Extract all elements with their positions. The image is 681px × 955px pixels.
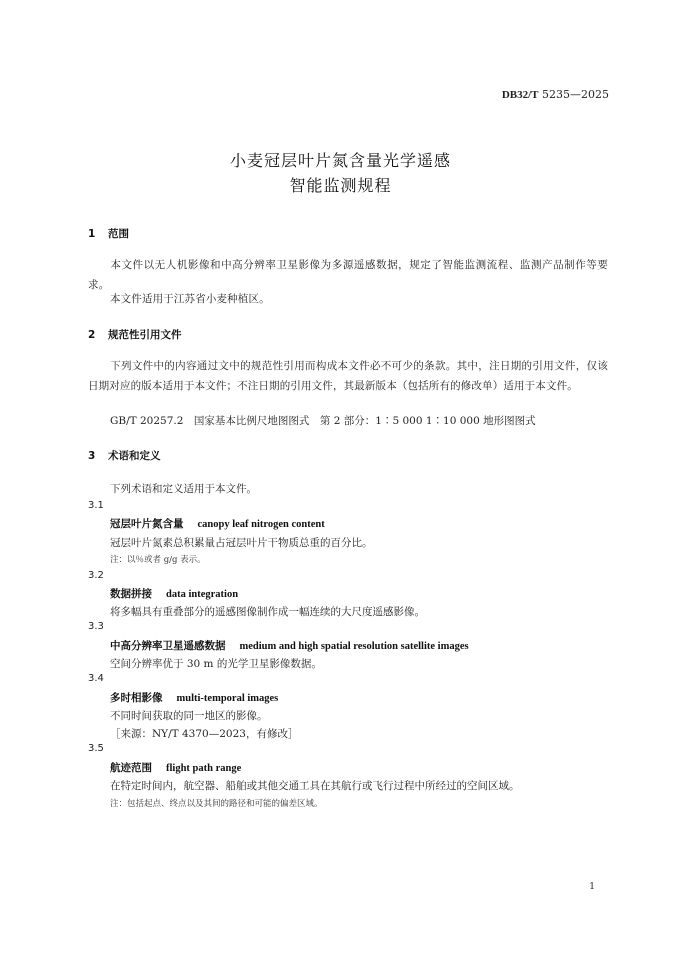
term-zh: 冠层叶片氮含量: [110, 518, 184, 530]
document-title-line1: 小麦冠层叶片氮含量光学遥感: [229, 151, 451, 170]
term-heading: [110, 586, 238, 601]
section-1-paragraph-2: [88, 289, 608, 309]
standard-prefix: DB32/T: [501, 89, 539, 101]
term-en: multi-temporal images: [176, 693, 279, 704]
term-zh: 数据拼接: [110, 588, 152, 600]
term-definition: 不同时间获取的同一地区的影像。: [110, 710, 268, 722]
paragraph-text: 本文件适用于江苏省小麦种植区。: [110, 293, 270, 305]
term-number: 3.5: [88, 743, 104, 754]
term-note: 注：以％或者 g/g 表示。: [110, 555, 206, 565]
standard-number: 5235—2025: [542, 88, 609, 101]
term-zh: 航迹范围: [110, 762, 152, 774]
paragraph-text: 下列文件中的内容通过文中的规范性引用而构成本文件必不可少的条款。其中，注日期的引用文件，仅该日期对应的版本适用于本文件；不注日期的引用文件，其最新版本（包括所有的修改单）适用于本文件。: [88, 360, 608, 392]
section-number: 3: [88, 450, 96, 462]
term-heading: [110, 690, 278, 705]
section-3-intro: 下列术语和定义适用于本文件。: [110, 483, 257, 495]
term-en: flight path range: [166, 763, 242, 774]
paragraph-text: 本文件以无人机影像和中高分辨率卫星影像为多源遥感数据，规定了智能监测流程、监测产品制作等要求。: [88, 259, 608, 291]
standard-code: [502, 88, 609, 101]
section-1-heading: [88, 226, 129, 241]
term-definition: 冠层叶片氮素总积累量占冠层叶片干物质总重的百分比。: [110, 537, 373, 549]
term-number: 3.3: [88, 621, 104, 632]
page-number: 1: [589, 882, 595, 892]
term-heading: [110, 516, 325, 531]
section-number: 2: [88, 329, 96, 341]
term-zh: 多时相影像: [110, 692, 163, 704]
section-3-heading: [88, 448, 161, 463]
term-heading: [110, 760, 241, 775]
term-zh: 中高分辨率卫星遥感数据: [110, 640, 226, 652]
section-number: 1: [88, 228, 96, 240]
term-definition: 在特定时间内，航空器、船舶或其他交通工具在其航行或飞行过程中所经过的空间区域。: [110, 780, 520, 792]
term-en: canopy leaf nitrogen content: [197, 519, 325, 530]
document-title-line2: 智能监测规程: [289, 176, 392, 195]
term-number: 3.1: [88, 500, 104, 511]
term-heading: [110, 638, 469, 653]
section-2-paragraph-1: [88, 356, 608, 396]
normative-reference: GB/T 20257.2 国家基本比例尺地图图式 第 2 部分：1∶5 000 1∶10 000 地形图图式: [110, 415, 536, 427]
term-definition: 将多幅具有重叠部分的遥感图像制作成一幅连续的大尺度遥感影像。: [110, 606, 425, 618]
section-title: 规范性引用文件: [108, 329, 182, 341]
term-number: 3.4: [88, 673, 104, 684]
term-number: 3.2: [88, 570, 104, 581]
term-note: 注：包括起点、终点以及其间的路径和可能的偏差区域。: [110, 799, 323, 809]
term-definition: 空间分辨率优于 30 m 的光学卫星影像数据。: [110, 658, 322, 670]
term-en: data integration: [166, 589, 239, 600]
section-title: 术语和定义: [108, 450, 161, 462]
term-source: ［来源：NY/T 4370—2023，有修改］: [110, 728, 299, 740]
section-title: 范围: [108, 228, 129, 240]
section-2-heading: [88, 327, 182, 342]
term-en: medium and high spatial resolution satellite images: [239, 641, 469, 652]
